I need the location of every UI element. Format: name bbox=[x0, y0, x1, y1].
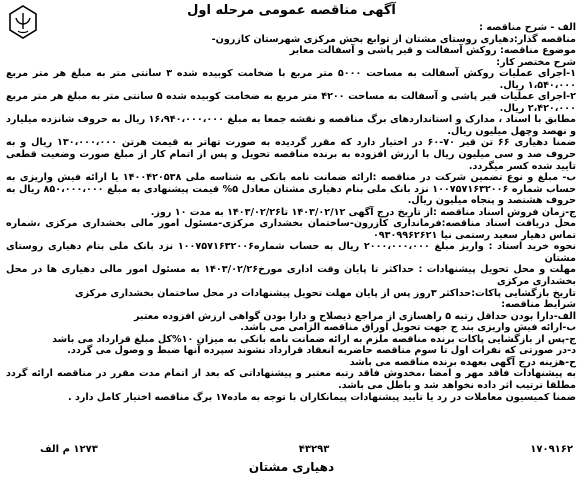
body-line: الف-دارا بودن حداقل رتبه ۵ راهسازی از مراجع ذیصلاح و دارا بودن گواهی ارزش افزوده معتبر bbox=[133, 310, 576, 322]
body-line: محل دریافت اسناد مناقصه:فرمانداری کازرون-ساختمان بخشداری مرکزی-مسئول امور مالی بخشداری مرکزی ،شماره تماس دهیار سعید رستمی نیا ۰۹۳۰۹۹۶۲۶۲۱ bbox=[6, 218, 576, 241]
body-line: ح-هزینه درج آگهی بعهده برنده مناقصه می باشد bbox=[349, 356, 576, 368]
body-line: ج-زمان فروش اسناد مناقصه :از تاریخ درج آگهی ۱۴۰۳/۰۲/۱۲ تا۱۴۰۳/۰۲/۲۶ به مدت ۱۰ روز. bbox=[150, 206, 576, 218]
body-line: ۱-اجرای عملیات روکش آسفالت به مساحت ۵۰۰۰ متر مربع با ضخامت کوبیده شده ۳ سانتی متر به مبلغ هر متر مربع ۱،۵۴۰،۰۰۰ ریال. bbox=[6, 68, 576, 91]
body-line: نحوه خرید اسناد : واریز مبلغ ۲۰۰۰،۰۰۰،۰۰۰ ریال به حساب شماره۱۰۰۷۵۷۱۶۳۲۰۰۶ نزد بانک ملی بنام دهیاری روستای مشتان bbox=[6, 241, 576, 264]
body-line: شرایط مناقصه: bbox=[501, 299, 576, 311]
body-line: ۲-اجرای عملیات قیر پاشی و آسفالت به مساحت ۴۲۰۰ متر مربع به ضخامت کوبیده شده ۵ سانتی متر به مبلغ هر متر مربع ۲،۴۲۰،۰۰۰ ریال. bbox=[6, 91, 576, 114]
body-line: به پیشنهادات فاقد مهر و امضا ،مخدوش فاقد رتبه معتبر و پیشنهاداتی که بعد از اتمام مدت مقرر در مناقصه ارائه گردد مطلقا ترتیب اثر داده نخواهد شد و باطل می باشد. bbox=[6, 368, 576, 391]
body-line: ب- مبلغ و نوع تضمین شرکت در مناقصه :ارائه ضمانت نامه بانکی به شناسه ملی ۱۴۰۰۴۲۰۵۳۸ یا ارائه فیش واریزی به حساب شماره ۱۰۰۷۵۷۱۶۳۲۰۰۶ نزد بانک ملی بنام دهیاری مشتان معادل ۵% قیمت پیشنهادی به مبلغ ۸۵۰،۰۰۰،۰۰۰ ریال به حروف هشتصد و پنجاه میلیون ریال. bbox=[6, 172, 576, 207]
body-line: ضمنا کمیسیون معاملات در رد یا تایید پیشنهادات پیمانکاران با توجه به ماده۱۷ برگ مناقصه اختیار کامل دارد . bbox=[67, 391, 576, 403]
body-line: د-در صورتی که نفرات اول تا سوم مناقصه حاضربه انعقاد قرارداد نشوند سپرده آنها ضبط و وصول می گردد. bbox=[67, 345, 576, 357]
body-line: ج-پس از بازگشایی پاکات برنده مناقصه ملزم به ارائه ضمانت نامه بانکی به میزان ۱۰%کل مبلغ قرارداد می باشد bbox=[52, 333, 576, 345]
body-line: مهلت و محل تحویل پیشنهادات : حداکثر تا پایان وقت اداری مورخ۱۴۰۳/۰۲/۲۶ به مسئول امور مالی دهیاری ها در محل بخشداری مرکزی bbox=[6, 264, 576, 288]
body-line: مطابق با اسناد ، مدارک و استانداردهای برگ مناقصه و نقشه جمعا به مبلغ ۱۶،۹۴۰،۰۰۰،۰۰۰ ریال به حروف شانزده میلیارد و نهصد وچهل میلیون ریال. bbox=[6, 114, 576, 137]
footer-code: ۱۷۰۹۱۶۲ bbox=[530, 444, 573, 455]
body-line: ب-ارائه فیش واریزی بند ج جهت تحویل اوراق مناقصه الزامی می باشد. bbox=[240, 322, 576, 334]
notice-title: آگهی مناقصه عمومی مرحله اول bbox=[187, 3, 396, 18]
footer-code: ۱۲۷۳ م الف bbox=[40, 444, 98, 455]
signature: دهیاری مشتان bbox=[248, 460, 335, 474]
body-line: الف - شرح مناقصه : bbox=[479, 22, 576, 33]
footer-codes bbox=[40, 444, 573, 455]
notice-body bbox=[6, 22, 576, 403]
footer-code: ۴۳۲۹۳ bbox=[298, 444, 330, 455]
body-line: تاریخ بازگشایی پاکات:حداکثر ۳روز پس از پایان مهلت تحویل پیشنهادات در محل ساختمان بخشداری مرکزی bbox=[74, 287, 576, 299]
body-line: ضمنا دهیاری ۶۶ تن قیر ۷۰-۶۰ در اختیار دارد که مقرر گردیده به صورت تهاتر به قیمت هرتن ۱۳۰،۰۰۰،۰۰۰ ریال و به حروف صد و سی میلیون ریال با ارزش افزوده به برنده مناقصه تحویل و پس از اتمام کار از مبلغ صورت وضعیت قطعی تایید شده کسر میگردد. bbox=[6, 137, 576, 172]
body-line: شرح مختصر کار: bbox=[496, 56, 576, 68]
body-line: مناقصه گذار:دهیاری روستای مشتان از توابع بخش مرکزی شهرستان کازرون- bbox=[211, 33, 576, 45]
body-line: موضوع مناقصه: روکش آسفالت و قیر پاشی و آسفالت معابر bbox=[289, 45, 576, 57]
